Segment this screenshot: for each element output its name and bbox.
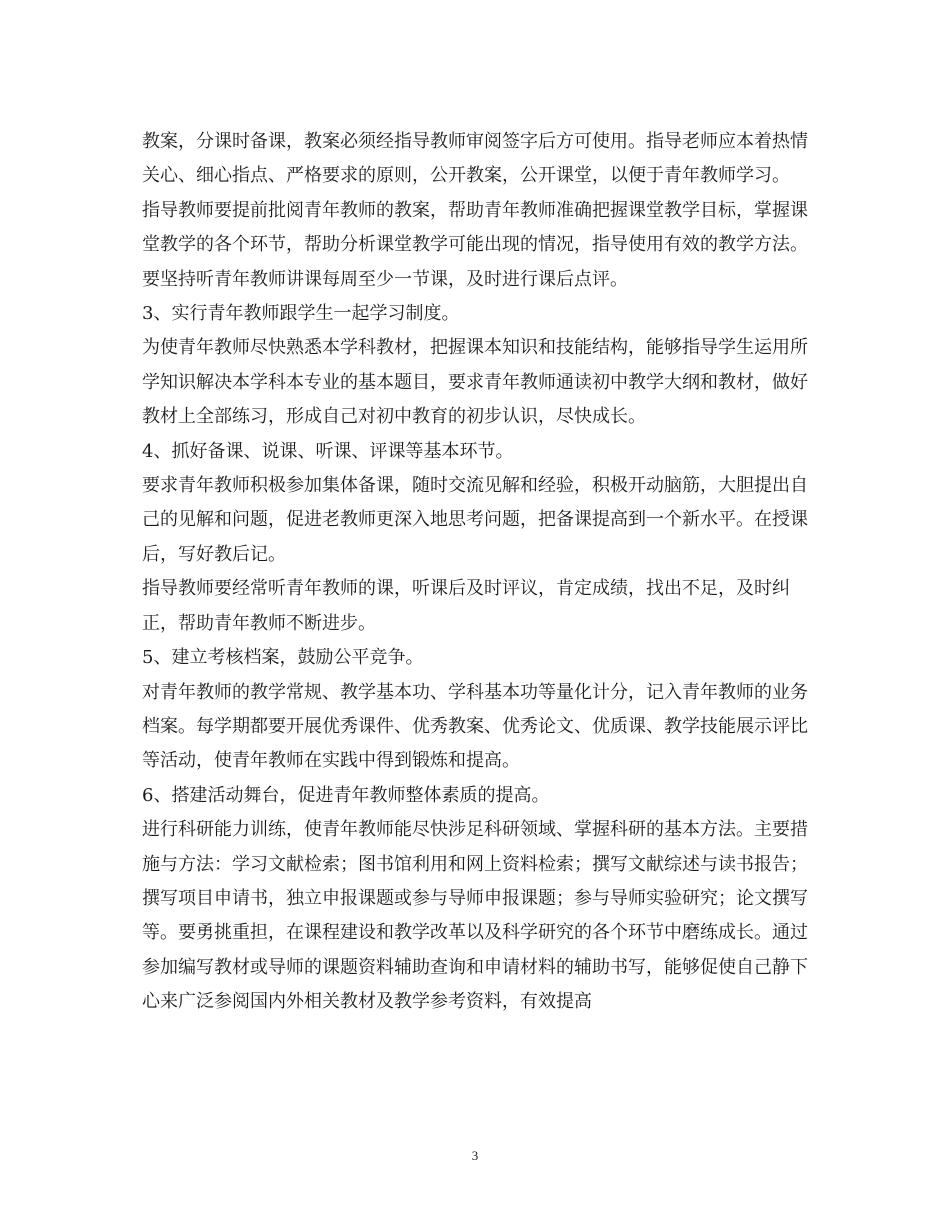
paragraph-mentor-guidance: 指导教师要提前批阅青年教师的教案，帮助青年教师准确把握课堂教学目标，掌握课堂教学的各个环节，帮助分析课堂教学可能出现的情况，指导使用有效的教学方法。要坚持听青年教师讲课每周至少一节课，及时进行课后点评。 xyxy=(142,199,808,290)
paragraph-research-training: 进行科研能力训练，使青年教师能尽快涉足科研领域、掌握科研的基本方法。主要措施与方法：学习文献检索；图书馆利用和网上资料检索；撰写文献综述与读书报告；撰写项目申请书，独立申报课题或参与导师申报课题；参与导师实验研究；论文撰写等。要勇挑重担，在课程建设和教学改革以及科学研究的各个环节中磨练成长。通过参加编写教材或导师的课题资料辅助查询和申请材料的辅助书写，能够促使自己静下心来广泛参阅国内外相关教材及教学参考资料，有效提高 xyxy=(142,819,808,1013)
body-text xyxy=(142,125,810,1020)
page-number: 3 xyxy=(471,1148,479,1163)
paragraph-study-with-students: 为使青年教师尽快熟悉本学科教材，把握课本知识和技能结构，能够指导学生运用所学知识解决本学科本专业的基本题目，要求青年教师通读初中教学大纲和教材，做好教材上全部练习，形成自己对初中教育的初步认识，尽快成长。 xyxy=(142,337,808,428)
heading-item-4: 4、抓好备课、说课、听课、评课等基本环节。 xyxy=(142,440,514,462)
paragraph-assessment-records: 对青年教师的教学常规、教学基本功、学科基本功等量化计分，记入青年教师的业务档案。每学期都要开展优秀课件、优秀教案、优秀论文、优质课、教学技能展示评比等活动，使青年教师在实践中得到锻炼和提高。 xyxy=(142,681,808,772)
heading-item-3: 3、实行青年教师跟学生一起学习制度。 xyxy=(142,303,460,325)
heading-item-6: 6、搭建活动舞台，促进青年教师整体素质的提高。 xyxy=(142,784,550,806)
paragraph-lesson-plan-review: 教案，分课时备课，教案必须经指导教师审阅签字后方可使用。指导老师应本着热情关心、细心指点、严格要求的原则，公开教案，公开课堂，以便于青年教师学习。 xyxy=(142,131,808,187)
paragraph-collective-lesson-prep: 要求青年教师积极参加集体备课，随时交流见解和经验，积极开动脑筋，大胆提出自己的见解和问题，促进老教师更深入地思考问题，把备课提高到一个新水平。在授课后，写好教后记。 xyxy=(142,475,808,565)
paragraph-class-observation: 指导教师要经常听青年教师的课，听课后及时评议，肯定成绩，找出不足，及时纠正，帮助青年教师不断进步。 xyxy=(142,578,790,634)
heading-item-5: 5、建立考核档案，鼓励公平竞争。 xyxy=(142,647,424,669)
